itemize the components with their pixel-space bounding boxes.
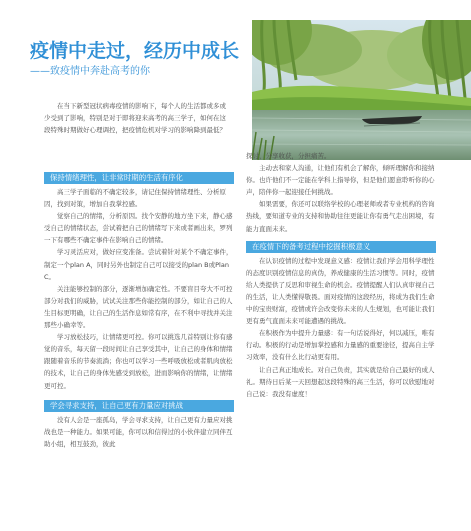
section-heading-meaning: 在疫情下的备考过程中挖掘积极意义 <box>246 241 436 253</box>
section-heading-emotion: 保持情绪理性，让非常时期的生活有序化 <box>44 172 234 184</box>
paragraph: 觉察自己的情绪，分析原因。找个安静的地方坐下来，静心感受自己的情绪状态，尝试着把自己的情绪写下来或者画出来，罗列一下有哪些不确定事件在影响自己的情绪。 <box>44 212 233 245</box>
left-column <box>44 168 234 450</box>
paragraph-continuation: 探讨，分享收获，分担痛苦。 <box>246 152 331 160</box>
intro-paragraph <box>44 100 227 136</box>
paragraph: 学习灵活应对，做好应变准备。尝试着针对某个不确定事件，制定一个plan A，同时另外也制定自己可以接受的plan B或Plan C。 <box>44 248 233 281</box>
right-column <box>246 150 436 400</box>
paragraph: 没有人会是一座孤岛，学会寻求支持，让自己更有力量应对挑战也是一种能力。如果可能，你可以和信得过的小伙伴建立同伴互助小组，相互鼓劲，彼此 <box>44 415 233 448</box>
section-heading-support: 学会寻求支持，让自己更有力量应对挑战 <box>44 400 234 412</box>
paragraph: 主动去和家人沟通，让他们有机会了解你，倾听理解你和接纳你。也许他们不一定能在学科上指导你，但是他们愿意聆听你的心声，陪伴你一起迎接任何挑战。 <box>246 164 435 197</box>
paragraph: 关注能够控制的部分，逐渐增加确定性。不要盲目夸大不可控部分对我们的威胁，试试关注那些你能控制的部分，如让自己的人生目标更明确，让自己的生活作息如常有序，在不利中寻找并关注那些小确幸等。 <box>44 284 233 330</box>
paragraph: 学习放松技巧，让情绪更可控。你可以挑选几首特别让你有感觉的音乐，每天留一段时间让自己享受其中，让自己的身体和情绪跟随着音乐的节奏流淌；你也可以学习一些呼吸放松或者肌肉放松的技术，让自己的身体先感受到放松，进而影响你的情绪，让情绪更可控。 <box>44 333 233 390</box>
paragraph: 在认识疫情的过程中发现意义感：疫情让我们学会用科学理性的态度识别疫情信息的真伪，养成健康的生活习惯等。同时，疫情给人类提供了反思和审视生命的机会。疫情提醒人们认真审视自己的生活，让人类懂得敬畏。面对疫情的这段经历，将成为我们生命中的宝贵财富，疫情或许会改变你未来的人生规划，也可能让我们更有勇气直面未来可能遭遇的挑战。 <box>246 256 435 326</box>
lake-photo <box>252 20 471 160</box>
paragraph: 如果需要，你还可以联络学校的心理老师或者专业机构的咨询热线，要知道专业的支持和协助往往更能让你有勇气走出困境，有能力直面未来。 <box>246 200 435 233</box>
paragraph: 让自己真正地成长。对自己负责，其实就是给自己最好的成人礼。期待日后某一天回想起这段特殊的高三生活，你可以欣慰地对自己说：我没有虚度！ <box>246 365 435 398</box>
lake-scene-image <box>252 20 471 160</box>
paragraph: 高三学子面临的不确定较多，请记住保持情绪理性、分析原因，找到对策，增加自我掌控感。 <box>44 188 226 209</box>
paragraph: 在积极作为中提升力量感：有一句话说得好，何以减压，唯有行动。积极的行动是增加掌控感和力量感的重要途径，提高自主学习效率，没有什么比行动更有用。 <box>246 329 435 362</box>
page-subtitle: ——致疫情中奔赴高考的你 <box>30 66 150 77</box>
intro-text: 在当下新型冠状病毒疫情的影响下，每个人的生活都或多或少受到了影响，特别是对于即将迎来高考的高三学子，如何在这段特殊时期做好心理调控，把疫情危机对学习的影响降到最低？ <box>44 102 226 135</box>
page-title: 疫情中走过，经历中成长 <box>30 40 240 62</box>
